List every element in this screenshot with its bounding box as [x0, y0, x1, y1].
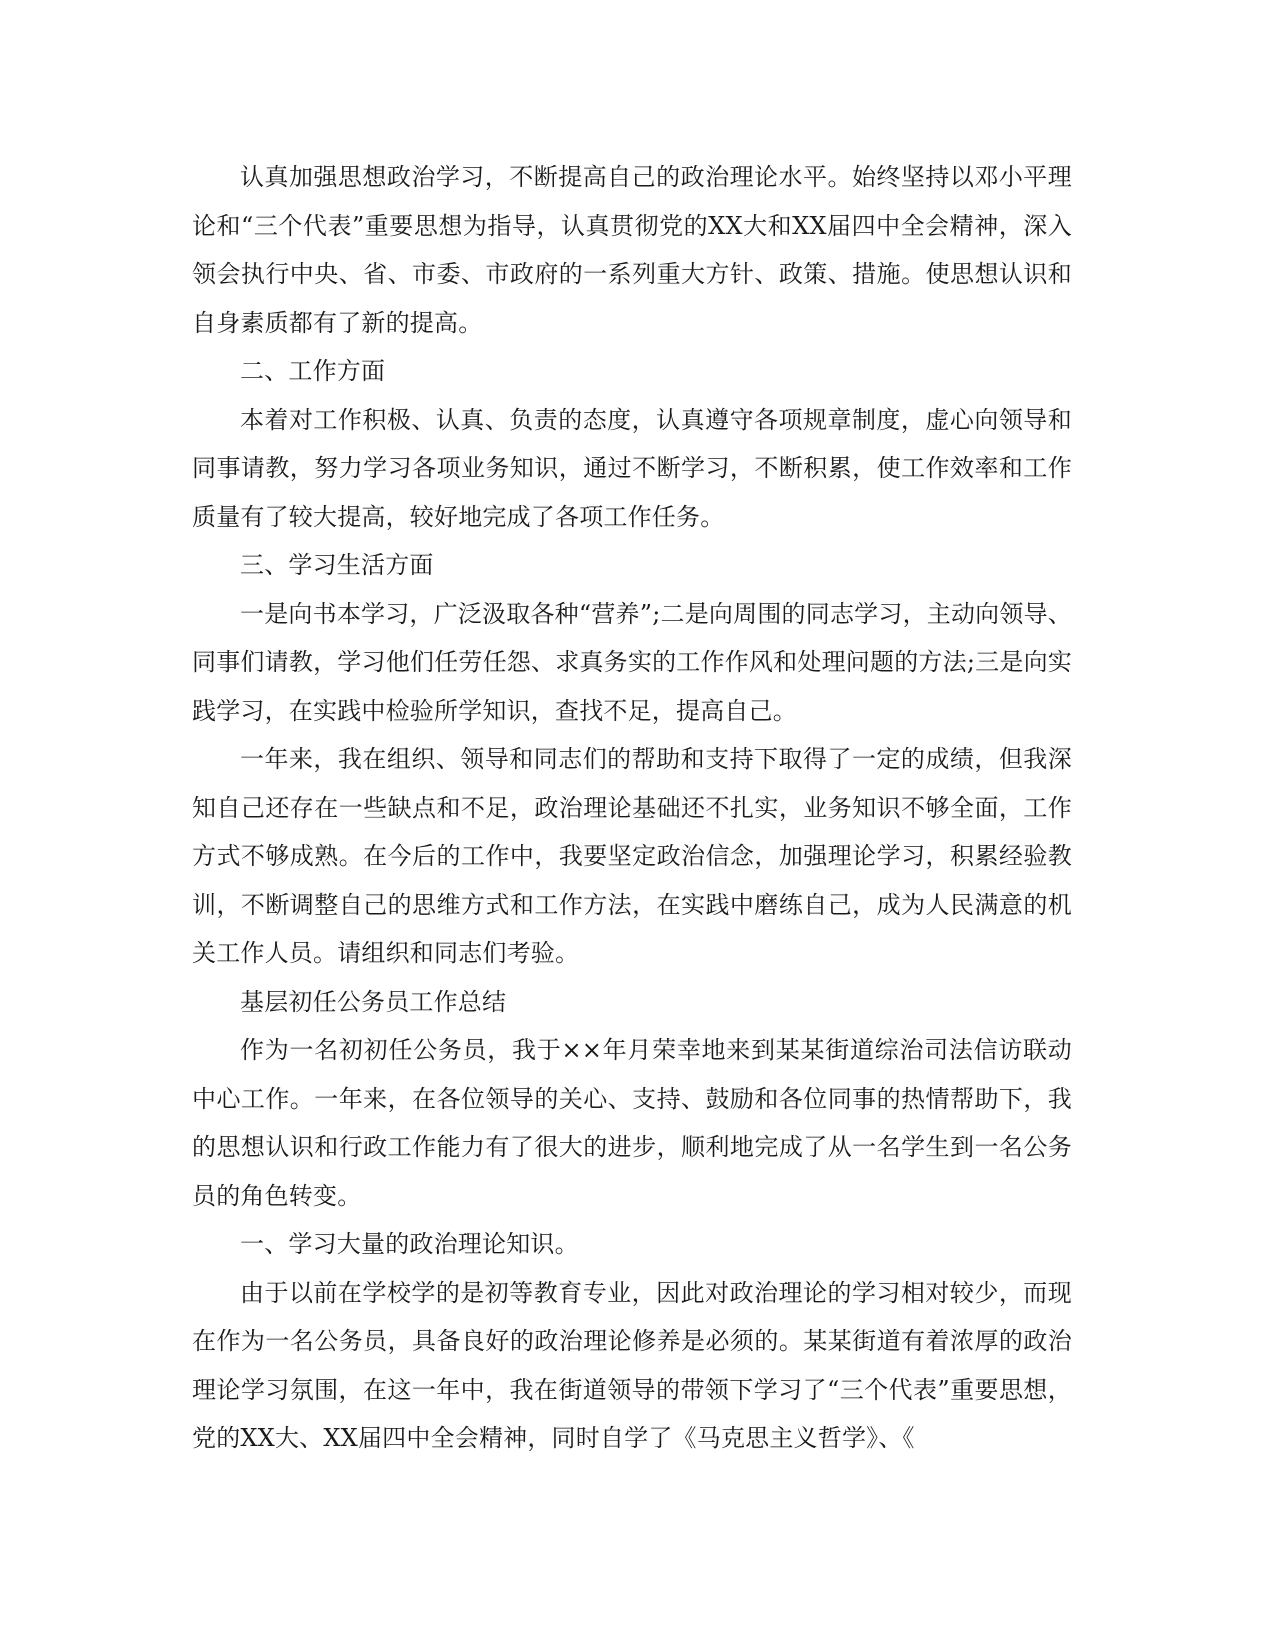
paragraph-political-study: 认真加强思想政治学习，不断提高自己的政治理论水平。始终坚持以邓小平理论和“三个代表”重要思想为指导，认真贯彻党的XX大和XX届四中全会精神，深入领会执行中央、省、市委、市政府的一系列重大方针、政策、措施。使思想认识和自身素质都有了新的提高。 — [192, 163, 1072, 337]
paragraph-year-review: 一年来，我在组织、领导和同志们的帮助和支持下取得了一定的成绩，但我深知自己还存在一些缺点和不足，政治理论基础还不扎实，业务知识不够全面，工作方式不够成熟。在今后的工作中，我要坚定政治信念，加强理论学习，积累经验教训，不断调整自己的思维方式和工作方法，在实践中磨练自己，成为人民满意的机关工作人员。请组织和同志们考验。 — [192, 745, 1072, 967]
paragraph-introduction: 作为一名初初任公务员，我于××年月荣幸地来到某某街道综治司法信访联动中心工作。一年来，在各位领导的关心、支持、鼓励和各位同事的热情帮助下，我的思想认识和行政工作能力有了很大的进步，顺利地完成了从一名学生到一名公务员的角色转变。 — [192, 1036, 1072, 1210]
paragraph-study-life-aspect: 一是向书本学习，广泛汲取各种“营养”;二是向周围的同志学习，主动向领导、同事们请教，学习他们任劳任怨、求真务实的工作作风和处理问题的方法;三是向实践学习，在实践中检验所学知识，查找不足，提高自己。 — [192, 599, 1072, 725]
paragraph-work-aspect: 本着对工作积极、认真、负责的态度，认真遵守各项规章制度，虚心向领导和同事请教，努力学习各项业务知识，通过不断学习，不断积累，使工作效率和工作质量有了较大提高，较好地完成了各项工作任务。 — [192, 405, 1072, 531]
section-title-summary: 基层初任公务员工作总结 — [240, 987, 507, 1016]
document-body — [192, 153, 1072, 1463]
heading-political-theory: 一、学习大量的政治理论知识。 — [240, 1230, 579, 1258]
heading-work-aspect: 二、工作方面 — [240, 357, 386, 385]
heading-study-life-aspect: 三、学习生活方面 — [240, 551, 434, 579]
paragraph-political-theory: 由于以前在学校学的是初等教育专业，因此对政治理论的学习相对较少，而现在作为一名公务员，具备良好的政治理论修养是必须的。某某街道有着浓厚的政治理论学习氛围，在这一年中，我在街道领导的带领下学习了“三个代表”重要思想，党的XX大、XX届四中全会精神，同时自学了《马克思主义哲学》、《 — [192, 1278, 1072, 1452]
